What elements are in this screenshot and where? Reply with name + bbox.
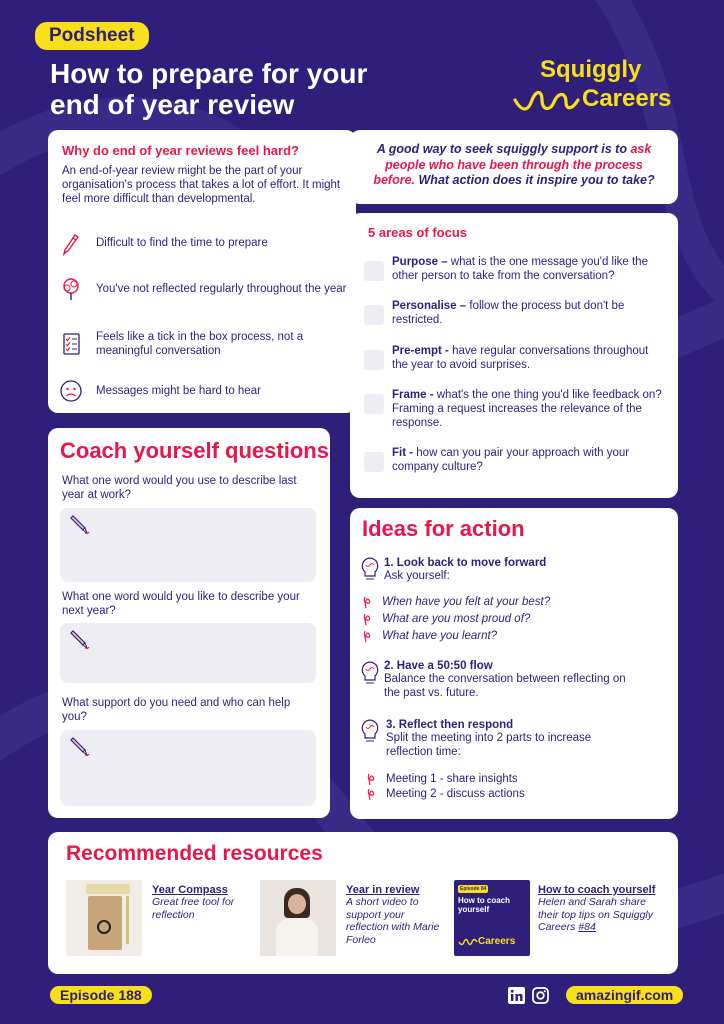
lightbulb-icon — [360, 718, 380, 746]
why-item-text: Messages might be hard to hear — [96, 385, 261, 397]
resource-desc: A short video to support your reflection with Marie Forleo — [346, 896, 440, 946]
focus-area-desc: follow the process but don't be restricted. — [392, 300, 625, 326]
focus-area-term: Purpose – — [392, 256, 448, 268]
question-item — [362, 629, 497, 643]
why-card — [48, 130, 356, 413]
thumb-title: How to coach yourself — [458, 896, 511, 914]
linkedin-icon[interactable] — [508, 987, 525, 1004]
quote-part2: What action does it inspire you to take? — [415, 173, 655, 187]
meeting-item — [366, 772, 518, 786]
question-text: What are you most proud of? — [382, 613, 531, 625]
quote-text — [364, 142, 664, 189]
question-item — [362, 612, 530, 626]
question-item — [362, 595, 550, 609]
year-compass-thumbnail — [66, 880, 142, 956]
pencil-icon — [68, 629, 92, 653]
meeting-item — [366, 787, 525, 801]
why-item — [58, 330, 348, 358]
resource-desc-text: Helen and Sarah share their top tips on Squiggly Careers — [538, 896, 653, 933]
resources-card — [48, 832, 678, 974]
focus-areas-card — [350, 213, 678, 498]
focus-area-desc: have regular conversations throughout the year to avoid surprises. — [392, 345, 649, 371]
idea-item — [384, 557, 664, 583]
meeting-text: Meeting 2 - discuss actions — [386, 788, 525, 800]
why-item — [58, 276, 348, 302]
focus-area-desc: how can you pair your approach with your company culture? — [392, 447, 630, 473]
idea-text: Ask yourself: — [384, 570, 450, 582]
focus-area-row — [364, 446, 664, 474]
ideas-for-action-card — [350, 508, 678, 819]
idea-item — [384, 660, 664, 700]
thumb-badge: Episode 84 — [460, 886, 487, 892]
podcast-episode-thumbnail — [454, 880, 530, 956]
focus-area-text — [392, 388, 664, 430]
idea-title: 2. Have a 50:50 flow — [384, 660, 493, 672]
page-title-line1: How to prepare for your — [50, 58, 368, 89]
pencil-icon — [68, 514, 92, 538]
lightbulb-icon — [360, 556, 380, 584]
checklist-icon — [58, 331, 84, 357]
resource-desc — [538, 896, 668, 934]
coach-question: What support do you need and who can help you? — [62, 697, 291, 723]
answer-field[interactable] — [60, 508, 316, 582]
focus-area-desc: what is the one message you'd like the other person to take from the conversation? — [392, 256, 648, 282]
idea-title: 3. Reflect then respond — [386, 719, 514, 731]
why-item-text: Feels like a tick in the box process, not a meaningful conversation — [96, 331, 304, 357]
resource-title[interactable]: How to coach yourself — [538, 884, 656, 896]
answer-field[interactable] — [60, 730, 316, 806]
focus-area-text — [392, 446, 664, 474]
resource-desc: Great free tool for reflection — [152, 896, 235, 921]
squiggle-icon — [458, 936, 478, 948]
focus-area-term: Frame - — [392, 389, 434, 401]
focus-area-term: Pre-empt - — [392, 345, 449, 357]
idea-text: Balance the conversation between reflecting on the past vs. future. — [384, 673, 626, 699]
idea-text: Split the meeting into 2 parts to increase reflection time: — [386, 732, 592, 758]
squiggly-careers-logo — [512, 56, 687, 118]
why-item — [58, 230, 348, 256]
coach-title: Coach yourself questions — [60, 438, 329, 463]
question-text: What have you learnt? — [382, 630, 498, 642]
answer-field[interactable] — [60, 623, 316, 683]
page-title-line2: end of year review — [50, 89, 295, 120]
focus-areas-title: 5 areas of focus — [368, 225, 467, 240]
coach-question: What one word would you like to describe your next year? — [62, 591, 300, 617]
quote-highlight: ask people who have been through the process before. — [373, 142, 652, 187]
idea-title: 1. Look back to move forward — [384, 557, 547, 569]
ideas-title: Ideas for action — [362, 516, 525, 541]
year-in-review-thumbnail — [260, 880, 336, 956]
checkbox[interactable] — [364, 452, 384, 472]
question-text: When have you felt at your best? — [382, 596, 551, 608]
squiggle-icon — [512, 86, 580, 116]
page-title — [50, 58, 470, 120]
sad-face-icon — [58, 378, 84, 404]
why-item — [58, 378, 348, 404]
focus-area-term: Personalise – — [392, 300, 467, 312]
why-item-text: You've not reflected regularly throughout the year — [96, 283, 347, 295]
thumb-brand: Careers — [478, 936, 516, 947]
logo-line2: Careers — [582, 85, 672, 112]
coach-yourself-card — [48, 428, 330, 818]
episode-link[interactable]: #84 — [578, 921, 596, 933]
focus-area-row — [364, 255, 664, 283]
lightbulb-icon — [360, 660, 380, 688]
resources-title: Recommended resources — [66, 842, 323, 865]
checkbox[interactable] — [364, 394, 384, 414]
website-link[interactable]: amazingif.com — [566, 986, 683, 1004]
checkbox[interactable] — [364, 350, 384, 370]
focus-area-row — [364, 388, 664, 430]
resource-title[interactable]: Year in review — [346, 884, 420, 896]
focus-area-row — [364, 344, 664, 372]
focus-area-term: Fit - — [392, 447, 414, 459]
quote-card — [350, 130, 678, 204]
focus-area-desc: what's the one thing you'd like feedback on? Framing a request increases the relevance of the response. — [392, 389, 662, 429]
squiggle-bullet-icon — [362, 612, 376, 626]
meeting-text: Meeting 1 - share insights — [386, 773, 518, 785]
checkbox[interactable] — [364, 305, 384, 325]
focus-area-text — [392, 344, 664, 372]
episode-badge: Episode 188 — [50, 986, 152, 1004]
idea-item — [386, 719, 666, 759]
focus-area-row — [364, 299, 664, 327]
why-title: Why do end of year reviews feel hard? — [62, 143, 299, 158]
squiggle-bullet-icon — [366, 772, 380, 786]
focus-area-text — [392, 299, 664, 327]
pencil-icon — [68, 736, 92, 760]
tree-icon — [58, 276, 84, 302]
why-item-text: Difficult to find the time to prepare — [96, 237, 268, 249]
coach-question: What one word would you use to describe last year at work? — [62, 475, 297, 501]
logo-line1: Squiggly — [540, 56, 642, 83]
squiggle-bullet-icon — [362, 595, 376, 609]
podsheet-tag: Podsheet — [35, 22, 149, 50]
pen-icon — [58, 230, 84, 256]
quote-part1: A good way to seek squiggly support is to — [376, 142, 631, 156]
checkbox[interactable] — [364, 261, 384, 281]
squiggle-bullet-icon — [366, 787, 380, 801]
why-intro: An end-of-year review might be the part of your organisation's process that takes a lot of effort. It might feel more difficult than developmental. — [62, 165, 341, 205]
squiggle-bullet-icon — [362, 629, 376, 643]
focus-area-text — [392, 255, 664, 283]
resource-title[interactable]: Year Compass — [152, 884, 228, 896]
instagram-icon[interactable] — [532, 987, 549, 1004]
